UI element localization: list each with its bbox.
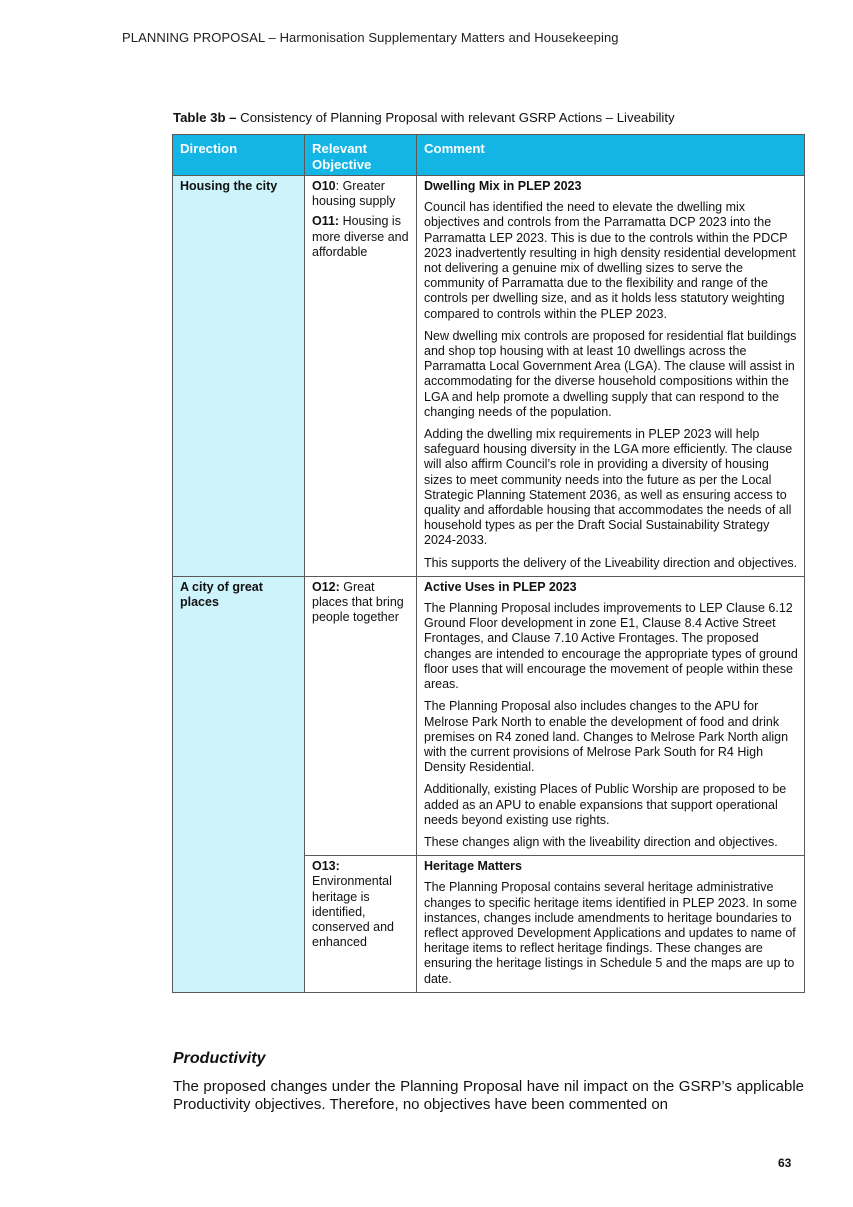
comment-cell <box>417 176 805 577</box>
objective-item <box>312 214 410 260</box>
comment-heading: Heritage Matters <box>424 859 522 874</box>
column-header-comment: Comment <box>417 135 805 176</box>
table-caption-text: Consistency of Planning Proposal with relevant GSRP Actions – Liveability <box>236 110 675 125</box>
comment-paragraph: New dwelling mix controls are proposed for residential flat buildings and shop top housing with at least 10 dwellings across the Parramatta Local Government Area (LGA). The clause will assist in accommodating for the diverse household compositions within the LGA and help promote a dwelling supply that can respond to the changing needs of the population. <box>424 328 797 419</box>
direction-cell: Housing the city <box>173 176 305 577</box>
comment-cell <box>417 856 805 993</box>
comment-paragraph: The Planning Proposal contains several heritage administrative changes to specific heritage items identified in PLEP 2023. In some instances, changes include amendments to heritage boundaries to reflect approved Development Applications and updates to name of heritage items to reflect heritage findings. These changes are ensuring the heritage listings in Schedule 5 and the maps are up to date. <box>424 880 797 986</box>
comment-heading: Dwelling Mix in PLEP 2023 <box>424 179 582 193</box>
objective-text: : Greater housing supply <box>312 179 396 209</box>
table-caption <box>173 110 675 125</box>
comment-cell <box>417 576 805 855</box>
comment-paragraph: Council has identified the need to elevate the dwelling mix objectives and controls from the Parramatta DCP 2023 into the Parramatta LEP 2023. This is due to the controls within the PDCP 2023 inadvertently resulting in high density residential development not delivering a genuine mix of dwelling sizes to serve the community of Parramatta due to the flexibility and range of the controls per dwelling size, and as it holds less statutory weighting compared to controls within the PLEP 2023. <box>424 200 796 321</box>
comment-paragraph: This supports the delivery of the Liveability direction and objectives. <box>424 555 798 570</box>
objective-cell <box>305 176 417 577</box>
running-header: PLANNING PROPOSAL – Harmonisation Supplementary Matters and Housekeeping <box>122 30 619 45</box>
objective-text: Environmental heritage is identified, conserved and enhanced <box>312 874 395 950</box>
objective-item <box>312 179 410 209</box>
gsrp-consistency-table <box>172 134 805 993</box>
section-title: Productivity <box>173 1050 266 1067</box>
objective-item <box>312 859 410 950</box>
objective-text: Great places that bring people together <box>312 579 404 625</box>
table-row <box>173 576 805 855</box>
objective-item <box>312 580 410 626</box>
comment-heading: Active Uses in PLEP 2023 <box>424 579 577 594</box>
objective-code: O13: <box>312 859 340 874</box>
direction-cell: A city of great places <box>173 576 305 992</box>
section-body: The proposed changes under the Planning Proposal have nil impact on the GSRP’s applicable Productivity objectives. Therefore, no objectives have been commented on <box>173 1078 804 1113</box>
objective-cell <box>305 576 417 855</box>
comment-paragraph: The Planning Proposal also includes changes to the APU for Melrose Park North to enable the development of food and drink premises on R4 zoned land. Changes to Melrose Park North align with the current provisions of Melrose Park South for R4 High Density Residential. <box>424 699 789 775</box>
column-header-direction: Direction <box>173 135 305 176</box>
comment-paragraph: These changes align with the liveability direction and objectives. <box>424 834 778 849</box>
comment-paragraph: Additionally, existing Places of Public Worship are proposed to be added as an APU to enable expansions that support operational needs beyond existing use rights. <box>424 782 787 827</box>
objective-code: O11: <box>312 214 340 229</box>
comment-paragraph: Adding the dwelling mix requirements in PLEP 2023 will help safeguard housing diversity in the LGA more efficiently. The clause will also affirm Council’s role in providing a diversity of housing sizes to meet community needs into the future as per the Local Strategic Planning Statement 2036, as well as ensuring access to quality and affordable housing that accommodates the needs of all household types as per the Draft Social Sustainability Strategy 2024-2033. <box>424 427 793 548</box>
objective-cell <box>305 856 417 993</box>
table-header-row <box>173 135 805 176</box>
objective-text: Housing is more diverse and affordable <box>312 214 409 259</box>
objective-code: O10 <box>312 179 336 193</box>
objective-code: O12: <box>312 579 340 594</box>
table-row <box>173 176 805 577</box>
column-header-objective: Relevant Objective <box>305 135 417 176</box>
comment-paragraph: The Planning Proposal includes improvements to LEP Clause 6.12 Ground Floor development in zone E1, Clause 8.4 Active Street Frontages, and Clause 7.10 Active Frontages. The proposed changes are intended to encourage the appropriate types of ground floor uses that will encourage the movement of people within these areas. <box>424 601 798 692</box>
table-caption-label: Table 3b – <box>173 110 237 125</box>
page-number: 63 <box>778 1156 792 1170</box>
